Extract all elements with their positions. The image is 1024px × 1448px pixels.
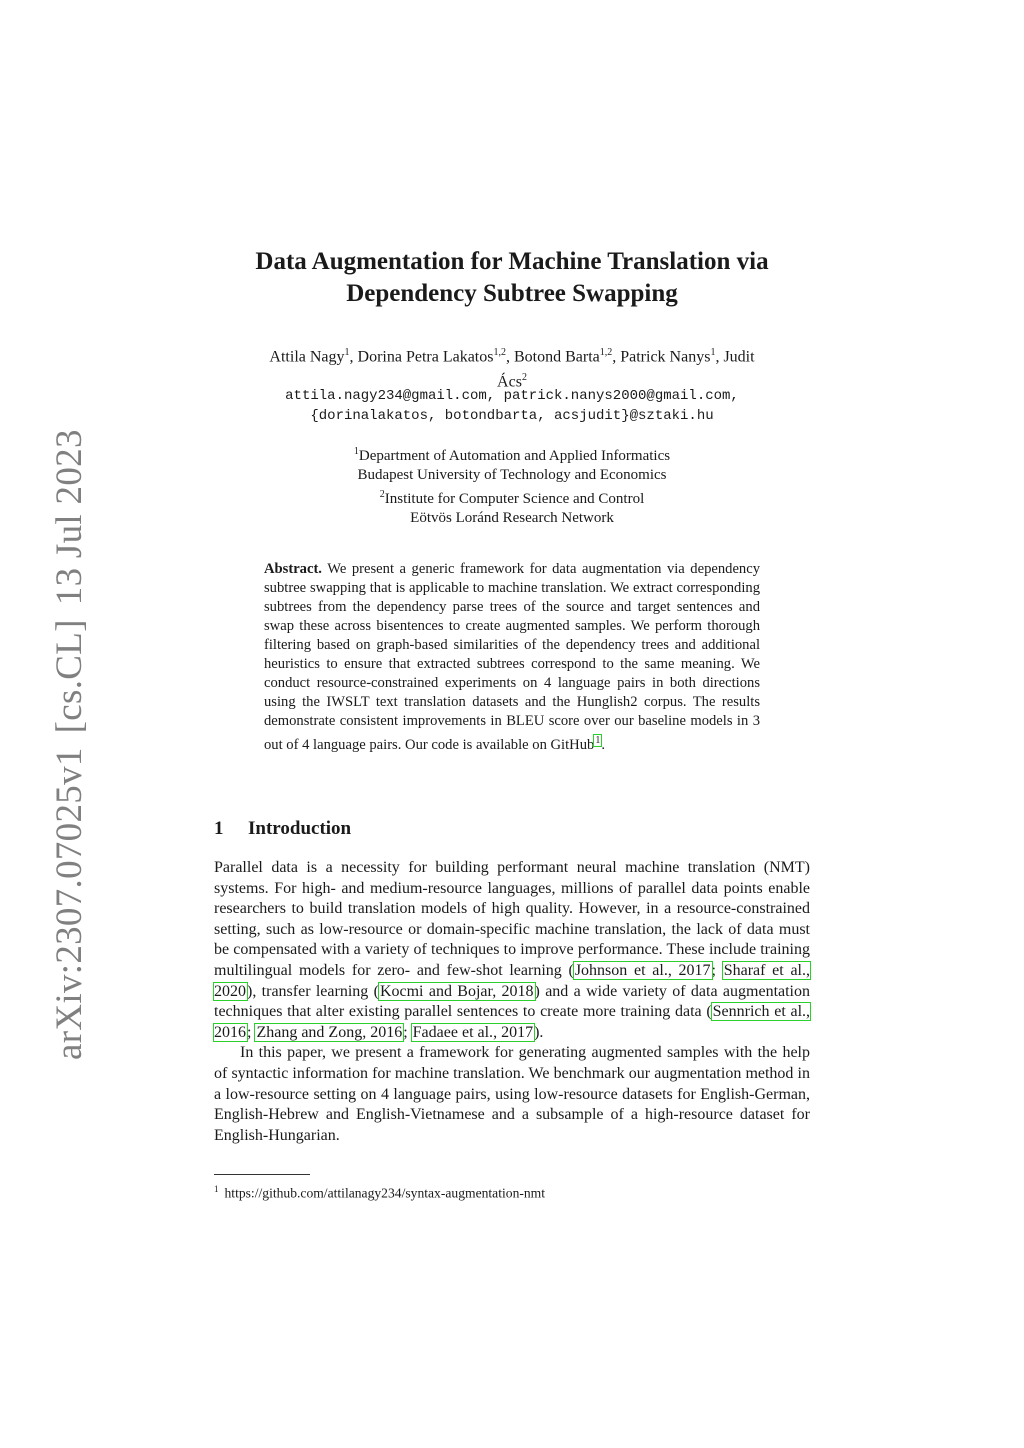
author-name: Patrick Nanys (620, 348, 711, 366)
paragraph-text: ) and a wide variety of data augmentation techniques that alter existing parallel sentences to create more training data ( (214, 982, 811, 1021)
abstract-end: . (601, 736, 605, 753)
author-name: Botond Barta (513, 348, 600, 366)
author-list: Attila Nagy$^1$, Dorina Petra Lakatos$^{1,2}$, Botond Barta$^{1,2}$, Patrick Nanys$^1$, Judit Ács$^2$ (269, 347, 755, 391)
paragraph-text: ), transfer learning ( (247, 982, 379, 1000)
author-affil-sup: 1,2 (599, 347, 613, 358)
author-affil-sup: 1 (344, 347, 350, 358)
citation-link[interactable]: Fadaee et al., 2017 (412, 1023, 534, 1041)
abstract-text: We present a generic framework for data augmentation via dependency subtree swapping that is applicable to machine translation. We extract corresponding subtrees from the dependency parse trees of the source and target sentences and swap these across bisentences to create augmented samples. We perform thorough filtering based on graph-based similarities of the dependency trees and additional heuristics to ensure that extracted subtrees correspond to the same meaning. We conduct resource-constrained experiments on 4 language pairs in both directions using the IWSLT text translation datasets and the Hunglish2 corpus. The results demonstrate consistent improvements in BLEU score over our baseline models in 3 out of 4 language pairs. Our code is available on GitHub (264, 561, 760, 753)
arxiv-date: 13 Jul 2023 (49, 429, 90, 606)
title-line-2: Dependency Subtree Swapping (346, 280, 678, 307)
abstract-label: Abstract. (264, 561, 322, 577)
author-name: Ács (497, 373, 522, 391)
citation-link[interactable]: Kocmi and Bojar, 2018 (379, 982, 534, 1000)
footnote-link[interactable]: 1 (595, 735, 601, 746)
affil-university: Budapest University of Technology and Economics (357, 467, 667, 483)
paragraph (214, 858, 810, 1043)
email-line-2: {dorinalakatos, botondbarta, acsjudit}@sztaki.hu (310, 408, 714, 424)
footnote-rule (214, 1174, 310, 1175)
arxiv-category: [cs.CL] (49, 619, 90, 734)
title-line-1: Data Augmentation for Machine Translation via (255, 248, 769, 275)
footnote (214, 1180, 810, 1203)
affil-network: Eötvös Loránd Research Network (410, 510, 614, 526)
affil-sup: 1 (353, 446, 359, 457)
citation-separator: ; (403, 1023, 412, 1041)
citation-link[interactable]: Sharaf et al., 2020 (214, 961, 810, 1000)
abstract (264, 560, 760, 755)
arxiv-id: arXiv:2307.07025v1 (49, 747, 90, 1060)
paper-title (214, 246, 810, 310)
author-affil-sup: 1,2 (493, 347, 506, 358)
section-heading (214, 818, 810, 840)
paragraph-text: Parallel data is a necessity for building performant neural machine translation (NMT) systems. For high- and medium-resource languages, millions of parallel data points enable researchers to build translation models of high quality. However, in a resource-constrained setting, such as low-resource or domain-specific machine translation, the lack of data must be compensated with a variety of techniques to improve performance. These include training multilingual models for zero- and few-shot learning ( (214, 859, 810, 979)
paragraph: In this paper, we present a framework for generating augmented samples with the help of syntactic information for machine translation. We benchmark our augmentation method in a low-resource setting on 4 language pairs, using low-resource datasets for English-German, English-Hebrew and English-Vietnamese and a subsample of a high-resource dataset for English-Hungarian. (214, 1044, 810, 1144)
footnote-url[interactable]: https://github.com/attilanagy234/syntax-augmentation-nmt (224, 1185, 546, 1201)
author-emails (214, 386, 810, 426)
citation-separator: ; (711, 961, 723, 979)
author-affil-sup: 1 (710, 347, 716, 358)
affiliations (214, 442, 810, 528)
author-name: Dorina Petra Lakatos (357, 348, 494, 366)
author-name: Attila Nagy (269, 348, 345, 366)
body-text (214, 858, 810, 1146)
section-number: 1 (214, 818, 224, 839)
author-name: Judit (723, 348, 755, 366)
affil-department: Department of Automation and Applied Informatics (358, 448, 671, 464)
affil-sup: 2 (379, 489, 385, 500)
footnote-number: 1 (214, 1184, 219, 1194)
citation-link[interactable]: Zhang and Zong, 2016 (256, 1023, 403, 1041)
section-title: Introduction (248, 818, 352, 839)
paragraph-text: ). (534, 1023, 544, 1041)
author-affil-sup: 2 (521, 372, 527, 384)
email-line-1: attila.nagy234@gmail.com, patrick.nanys2000@gmail.com, (285, 388, 739, 404)
citation-link[interactable]: Johnson et al., 2017 (574, 961, 711, 979)
arxiv-stamp (48, 429, 90, 1060)
citation-link[interactable]: Sennrich et al., 2016 (214, 1003, 811, 1041)
affil-institute: Institute for Computer Science and Control (384, 491, 645, 507)
citation-separator: ; (247, 1023, 256, 1041)
